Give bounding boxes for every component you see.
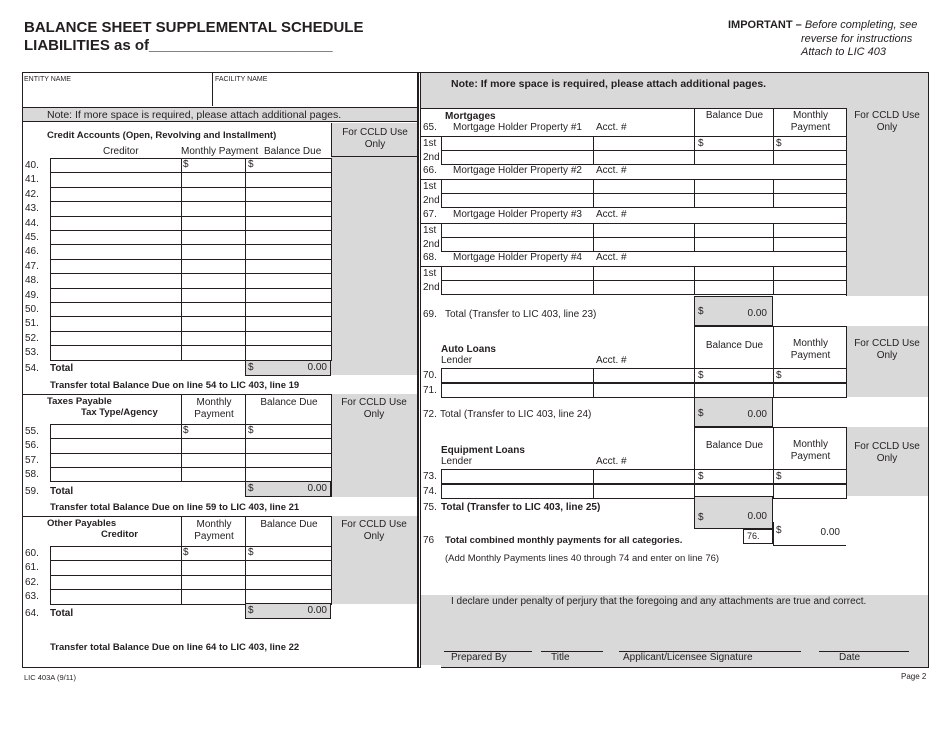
credit-ccld-column xyxy=(331,123,417,375)
credit-monthly-dollar: $ xyxy=(183,159,189,170)
other-monthly-dollar: $ xyxy=(183,547,189,558)
mortgage-second-cell[interactable] xyxy=(593,280,695,295)
credit-creditor-cell[interactable] xyxy=(50,273,182,288)
credit-creditor-cell[interactable] xyxy=(50,259,182,274)
credit-creditor-cell[interactable] xyxy=(50,331,182,346)
equip-ccld-label: For CCLD Use Only xyxy=(854,441,920,464)
credit-title: Credit Accounts (Open, Revolving and Installment) xyxy=(47,130,277,141)
mortgage-second-label: 2nd xyxy=(423,152,440,163)
mortgage-second-cell[interactable] xyxy=(773,280,847,295)
taxes-monthly-cell[interactable] xyxy=(181,438,246,453)
credit-balance-cell[interactable] xyxy=(245,345,332,360)
auto-ccld-label: For CCLD Use Only xyxy=(854,338,920,361)
equip-acct: Acct. # xyxy=(596,456,627,467)
auto-balance-cell[interactable] xyxy=(694,368,774,383)
credit-creditor-cell[interactable] xyxy=(50,288,182,303)
credit-line-no: 44. xyxy=(25,217,39,229)
other-ccld-label: For CCLD Use Only xyxy=(341,519,407,542)
other-monthly-cell[interactable] xyxy=(181,560,246,575)
credit-creditor-cell[interactable] xyxy=(50,187,182,202)
combined-note: (Add Monthly Payments lines 40 through 74 and enter on line 76) xyxy=(445,553,720,564)
mortgage-acct-label: Acct. # xyxy=(596,122,627,133)
other-col-monthly: Monthly Payment xyxy=(194,519,234,542)
mortgage-second-cell[interactable] xyxy=(773,237,847,252)
important-notice xyxy=(728,20,917,31)
mortgage-line-no: 67. xyxy=(423,208,437,220)
auto-lender: Lender xyxy=(441,355,473,366)
mortgage-first-label: 1st xyxy=(423,224,437,236)
credit-creditor-cell[interactable] xyxy=(50,158,182,173)
mortgage-acct-label: Acct. # xyxy=(596,165,627,177)
equip-head-balance xyxy=(694,427,773,469)
mortgage-second-cell[interactable] xyxy=(694,280,774,295)
credit-line-no: 50. xyxy=(25,304,39,315)
combined-label: Total combined monthly payments for all categories. xyxy=(445,535,683,546)
other-head-balance xyxy=(245,516,331,546)
important-label: IMPORTANT – xyxy=(728,19,802,31)
important-line2: reverse for instructions xyxy=(801,33,913,45)
mortgage-first-cell[interactable] xyxy=(694,223,774,238)
sig-date-label: Date xyxy=(839,652,861,663)
auto-line-no: 70. xyxy=(423,370,437,381)
mortgage-second-cell[interactable] xyxy=(694,237,774,252)
other-balance-dollar: $ xyxy=(248,547,254,558)
taxes-total-no: 59. xyxy=(25,486,39,497)
mortgage-line-no: 66. xyxy=(423,165,437,177)
credit-col-monthly: Monthly Payment xyxy=(181,146,259,157)
combined-dollar: $ xyxy=(776,525,782,536)
equip-lender-cell[interactable] xyxy=(441,469,594,484)
signature-field[interactable] xyxy=(619,630,801,650)
other-line-no: 62. xyxy=(25,576,39,588)
mortgage-title: Mortgages xyxy=(445,111,496,122)
page-number: Page 2 xyxy=(901,672,927,681)
mortgage-holder-label: Mortgage Holder Property #4 xyxy=(453,251,582,263)
mortgage-total-value: 0.00 xyxy=(747,308,767,319)
form-subtitle: LIABILITIES as of______________________ xyxy=(24,37,333,54)
other-creditor-cell[interactable] xyxy=(50,589,182,604)
auto-total-dollar: $ xyxy=(698,408,704,419)
mortgage-first-label: 1st xyxy=(423,138,437,149)
auto-lender-cell[interactable] xyxy=(441,383,594,398)
credit-balance-cell[interactable] xyxy=(245,302,332,317)
auto-col-balance: Balance Due xyxy=(705,340,764,351)
credit-creditor-cell[interactable] xyxy=(50,216,182,231)
credit-monthly-cell[interactable] xyxy=(181,345,246,360)
mortgage-first-cell[interactable] xyxy=(694,179,774,194)
credit-creditor-cell[interactable] xyxy=(50,201,182,216)
mortgage-holder-label: Mortgage Holder Property #1 xyxy=(453,122,582,133)
mortgage-balance-dollar: $ xyxy=(698,138,704,149)
credit-balance-cell[interactable] xyxy=(245,316,332,331)
other-line-no: 60. xyxy=(25,548,39,559)
taxes-monthly-cell[interactable] xyxy=(181,453,246,468)
mortgage-second-cell[interactable] xyxy=(773,193,847,208)
credit-balance-cell[interactable] xyxy=(245,158,332,173)
auto-balance-dollar: $ xyxy=(698,370,704,381)
mortgage-monthly-dollar: $ xyxy=(776,138,782,149)
auto-acct-cell[interactable] xyxy=(593,368,695,383)
credit-monthly-cell[interactable] xyxy=(181,187,246,202)
title-field[interactable] xyxy=(541,630,603,650)
other-monthly-cell[interactable] xyxy=(181,589,246,604)
credit-balance-cell[interactable] xyxy=(245,244,332,259)
mortgage-holder-label: Mortgage Holder Property #3 xyxy=(453,208,582,220)
date-field[interactable] xyxy=(819,630,909,650)
equip-line-no: 73. xyxy=(423,471,437,482)
combined-value: 0.00 xyxy=(820,527,840,538)
mortgage-first-cell[interactable] xyxy=(441,136,594,151)
mortgage-first-cell[interactable] xyxy=(773,136,847,151)
credit-line-no: 45. xyxy=(25,232,39,243)
credit-monthly-cell[interactable] xyxy=(181,273,246,288)
taxes-line-no: 55. xyxy=(25,426,39,437)
credit-monthly-cell[interactable] xyxy=(181,316,246,331)
credit-balance-cell[interactable] xyxy=(245,230,332,245)
other-balance-cell[interactable] xyxy=(245,575,332,590)
credit-monthly-cell[interactable] xyxy=(181,288,246,303)
taxes-total-label: Total xyxy=(50,486,74,497)
mortgage-first-cell[interactable] xyxy=(694,266,774,281)
credit-line-no: 51. xyxy=(25,318,39,330)
credit-monthly-cell[interactable] xyxy=(181,259,246,274)
center-divider-2 xyxy=(420,72,421,668)
other-col-balance: Balance Due xyxy=(260,519,318,530)
other-total-dollar: $ xyxy=(248,605,254,616)
equip-monthly-cell[interactable] xyxy=(773,469,847,484)
taxes-monthly-dollar: $ xyxy=(183,425,189,436)
taxes-balance-cell[interactable] xyxy=(245,438,332,453)
equip-head-monthly xyxy=(773,427,846,469)
other-line-no: 61. xyxy=(25,562,39,574)
mortgage-second-cell[interactable] xyxy=(441,150,594,165)
taxes-transfer: Transfer total Balance Due on line 59 to LIC 403, line 21 xyxy=(50,502,300,513)
mortgage-first-cell[interactable] xyxy=(593,179,695,194)
other-head-monthly xyxy=(181,516,245,546)
credit-creditor-cell[interactable] xyxy=(50,345,182,360)
equip-total-label: Total (Transfer to LIC 403, line 25) xyxy=(441,502,601,513)
credit-creditor-cell[interactable] xyxy=(50,302,182,317)
other-total-label: Total xyxy=(50,608,74,619)
other-creditor-cell[interactable] xyxy=(50,575,182,590)
mortgage-second-cell[interactable] xyxy=(441,193,594,208)
credit-balance-cell[interactable] xyxy=(245,172,332,187)
credit-creditor-cell[interactable] xyxy=(50,316,182,331)
credit-monthly-cell[interactable] xyxy=(181,172,246,187)
credit-creditor-cell[interactable] xyxy=(50,244,182,259)
taxes-total-value: 0.00 xyxy=(307,483,327,494)
mortgage-holder-label: Mortgage Holder Property #2 xyxy=(453,165,582,177)
other-subtitle: Creditor xyxy=(101,529,138,540)
credit-line-no: 42. xyxy=(25,188,39,200)
top-divider xyxy=(212,73,213,106)
auto-acct-cell[interactable] xyxy=(593,383,695,398)
entity-name-input[interactable] xyxy=(24,84,210,106)
credit-total-value: 0.00 xyxy=(307,362,327,373)
declaration-text: I declare under penalty of perjury that the foregoing and any attachments are true and correct. xyxy=(451,596,867,607)
mortgage-second-cell[interactable] xyxy=(593,237,695,252)
other-creditor-cell[interactable] xyxy=(50,546,182,561)
mortgage-second-cell[interactable] xyxy=(441,280,594,295)
credit-balance-cell[interactable] xyxy=(245,273,332,288)
mortgage-ccld-label: For CCLD Use Only xyxy=(854,110,920,133)
taxes-line-no: 58. xyxy=(25,468,39,480)
combined-no: 76 xyxy=(423,535,435,546)
mortgage-first-label: 1st xyxy=(423,267,437,279)
taxes-head-balance xyxy=(245,394,331,424)
mortgage-second-cell[interactable] xyxy=(593,193,695,208)
credit-line-no: 53. xyxy=(25,347,39,359)
credit-balance-cell[interactable] xyxy=(245,201,332,216)
credit-line-no: 47. xyxy=(25,260,39,272)
mortgage-first-cell[interactable] xyxy=(593,266,695,281)
auto-acct: Acct. # xyxy=(596,355,627,366)
taxes-balance-cell[interactable] xyxy=(245,424,332,439)
mortgage-first-cell[interactable] xyxy=(441,179,594,194)
taxes-monthly-cell[interactable] xyxy=(181,467,246,482)
auto-monthly-dollar: $ xyxy=(776,370,782,381)
auto-total-no: 72. xyxy=(423,409,437,420)
auto-total-label: Total (Transfer to LIC 403, line 24) xyxy=(440,409,592,420)
equip-monthly-cell[interactable] xyxy=(773,484,847,499)
taxes-balance-dollar: $ xyxy=(248,425,254,436)
other-balance-cell[interactable] xyxy=(245,546,332,561)
credit-creditor-cell[interactable] xyxy=(50,172,182,187)
mortgage-first-cell[interactable] xyxy=(694,136,774,151)
taxes-balance-cell[interactable] xyxy=(245,467,332,482)
taxes-creditor-cell[interactable] xyxy=(50,453,182,468)
equip-lender-cell[interactable] xyxy=(441,484,594,499)
mortgage-ccld-column xyxy=(846,108,928,296)
taxes-col-monthly: Monthly Payment xyxy=(194,397,234,420)
mortgage-first-cell[interactable] xyxy=(593,136,695,151)
equip-title: Equipment Loans xyxy=(441,445,525,456)
credit-ccld-header xyxy=(331,123,417,157)
auto-line-no: 71. xyxy=(423,384,437,396)
equip-monthly-dollar: $ xyxy=(776,471,782,482)
other-transfer: Transfer total Balance Due on line 64 to LIC 403, line 22 xyxy=(50,642,300,653)
mortgage-first-cell[interactable] xyxy=(773,223,847,238)
credit-line-no: 46. xyxy=(25,246,39,258)
taxes-creditor-cell[interactable] xyxy=(50,424,182,439)
credit-transfer: Transfer total Balance Due on line 54 to LIC 403, line 19 xyxy=(50,380,300,391)
taxes-line-no: 56. xyxy=(25,440,39,452)
taxes-col-balance: Balance Due xyxy=(260,397,318,408)
credit-balance-dollar: $ xyxy=(248,159,254,170)
equip-total-no: 75. xyxy=(423,502,437,513)
credit-balance-cell[interactable] xyxy=(245,259,332,274)
sig-prepared-label: Prepared By xyxy=(451,652,507,663)
other-monthly-cell[interactable] xyxy=(181,546,246,561)
equip-lender: Lender xyxy=(441,456,473,467)
mortgage-second-label: 2nd xyxy=(423,195,440,207)
form-title: BALANCE SHEET SUPPLEMENTAL SCHEDULE xyxy=(24,19,364,36)
facility-name-label: FACILITY NAME xyxy=(215,76,268,83)
credit-total-no: 54. xyxy=(25,363,39,374)
mortgage-first-cell[interactable] xyxy=(441,266,594,281)
taxes-line-no: 57. xyxy=(25,454,39,466)
form-number: LIC 403A (9/11) xyxy=(24,673,76,682)
mortgage-second-label: 2nd xyxy=(423,238,440,250)
credit-monthly-cell[interactable] xyxy=(181,230,246,245)
auto-title: Auto Loans xyxy=(441,344,496,355)
mortgage-line-no: 68. xyxy=(423,251,437,263)
mortgage-first-cell[interactable] xyxy=(773,266,847,281)
sig-signature-label: Applicant/Licensee Signature xyxy=(623,652,753,663)
credit-line-no: 52. xyxy=(25,332,39,344)
taxes-subtitle: Tax Type/Agency xyxy=(81,407,158,418)
credit-line-no: 48. xyxy=(25,275,39,287)
equip-total-dollar: $ xyxy=(698,512,704,523)
credit-total-label: Total xyxy=(50,363,74,374)
mortgage-first-cell[interactable] xyxy=(773,179,847,194)
other-total-value: 0.00 xyxy=(307,605,327,616)
credit-col-balance: Balance Due xyxy=(264,146,322,157)
other-monthly-cell[interactable] xyxy=(181,575,246,590)
mortgage-line-no: 65. xyxy=(423,122,437,133)
credit-monthly-cell[interactable] xyxy=(181,216,246,231)
mortgage-total-label: Total (Transfer to LIC 403, line 23) xyxy=(445,309,597,320)
auto-monthly-cell[interactable] xyxy=(773,383,847,398)
sig-title-label: Title xyxy=(551,652,570,663)
taxes-head-monthly xyxy=(181,394,245,424)
mortgage-second-cell[interactable] xyxy=(694,150,774,165)
credit-line-no: 41. xyxy=(25,174,39,186)
important-line3: Attach to LIC 403 xyxy=(801,46,886,58)
mortgage-acct-label: Acct. # xyxy=(596,251,627,263)
taxes-title: Taxes Payable xyxy=(47,396,112,407)
other-title: Other Payables xyxy=(47,518,117,529)
mortgage-head-balance xyxy=(694,108,773,136)
auto-head-monthly xyxy=(773,326,846,368)
combined-box-no: 76. xyxy=(747,531,760,541)
mortgage-head-monthly xyxy=(773,108,846,136)
facility-name-input[interactable] xyxy=(214,84,416,106)
mortgage-second-cell[interactable] xyxy=(694,193,774,208)
taxes-creditor-cell[interactable] xyxy=(50,438,182,453)
equip-balance-dollar: $ xyxy=(698,471,704,482)
sig-white-strip xyxy=(421,665,441,668)
credit-line-no: 43. xyxy=(25,203,39,215)
equip-acct-cell[interactable] xyxy=(593,484,695,499)
credit-monthly-cell[interactable] xyxy=(181,158,246,173)
credit-line-no: 40. xyxy=(25,160,39,171)
credit-total-dollar: $ xyxy=(248,362,254,373)
prepared-by-field[interactable] xyxy=(444,630,532,650)
equip-total-value: 0.00 xyxy=(747,511,767,522)
important-line1: Before completing, see xyxy=(804,19,918,31)
credit-balance-cell[interactable] xyxy=(245,187,332,202)
other-line-no: 63. xyxy=(25,591,39,603)
equip-col-monthly: Monthly Payment xyxy=(790,439,831,462)
credit-monthly-cell[interactable] xyxy=(181,302,246,317)
mortgage-second-cell[interactable] xyxy=(773,150,847,165)
taxes-total-dollar: $ xyxy=(248,483,254,494)
auto-lender-cell[interactable] xyxy=(441,368,594,383)
sig-line-date xyxy=(819,651,909,652)
other-creditor-cell[interactable] xyxy=(50,560,182,575)
credit-monthly-cell[interactable] xyxy=(181,201,246,216)
credit-balance-cell[interactable] xyxy=(245,216,332,231)
credit-creditor-cell[interactable] xyxy=(50,230,182,245)
mortgage-total-dollar: $ xyxy=(698,306,704,317)
mortgage-total-no: 69. xyxy=(423,309,437,320)
credit-balance-cell[interactable] xyxy=(245,331,332,346)
equip-balance-cell[interactable] xyxy=(694,469,774,484)
left-note: Note: If more space is required, please attach additional pages. xyxy=(47,109,342,121)
equip-acct-cell[interactable] xyxy=(593,469,695,484)
credit-line-no: 49. xyxy=(25,289,39,301)
auto-head-balance xyxy=(694,326,773,368)
mortgage-second-label: 2nd xyxy=(423,281,440,293)
credit-balance-cell[interactable] xyxy=(245,288,332,303)
mortgage-second-cell[interactable] xyxy=(441,237,594,252)
credit-monthly-cell[interactable] xyxy=(181,244,246,259)
other-total-no: 64. xyxy=(25,608,39,619)
mortgage-acct-label: Acct. # xyxy=(596,208,627,220)
mortgage-first-cell[interactable] xyxy=(593,223,695,238)
auto-col-monthly: Monthly Payment xyxy=(790,338,831,361)
equip-col-balance: Balance Due xyxy=(705,440,764,451)
mortgage-first-label: 1st xyxy=(423,181,437,193)
credit-monthly-cell[interactable] xyxy=(181,331,246,346)
mortgage-col-balance: Balance Due xyxy=(705,110,764,121)
taxes-creditor-cell[interactable] xyxy=(50,467,182,482)
credit-col-creditor: Creditor xyxy=(103,146,139,157)
mortgage-first-cell[interactable] xyxy=(441,223,594,238)
auto-total-value: 0.00 xyxy=(747,409,767,420)
mortgage-col-monthly: Monthly Payment xyxy=(790,110,831,133)
taxes-monthly-cell[interactable] xyxy=(181,424,246,439)
equip-line-no: 74. xyxy=(423,485,437,497)
right-note: Note: If more space is required, please attach additional pages. xyxy=(451,78,767,90)
other-balance-cell[interactable] xyxy=(245,560,332,575)
entity-name-label: ENTITY NAME xyxy=(24,76,71,83)
taxes-balance-cell[interactable] xyxy=(245,453,332,468)
auto-balance-cell[interactable] xyxy=(694,383,774,398)
taxes-ccld-label: For CCLD Use Only xyxy=(341,397,407,420)
mortgage-second-cell[interactable] xyxy=(593,150,695,165)
auto-monthly-cell[interactable] xyxy=(773,368,847,383)
center-divider xyxy=(417,72,419,668)
credit-ccld-label: For CCLD Use Only xyxy=(342,127,408,150)
